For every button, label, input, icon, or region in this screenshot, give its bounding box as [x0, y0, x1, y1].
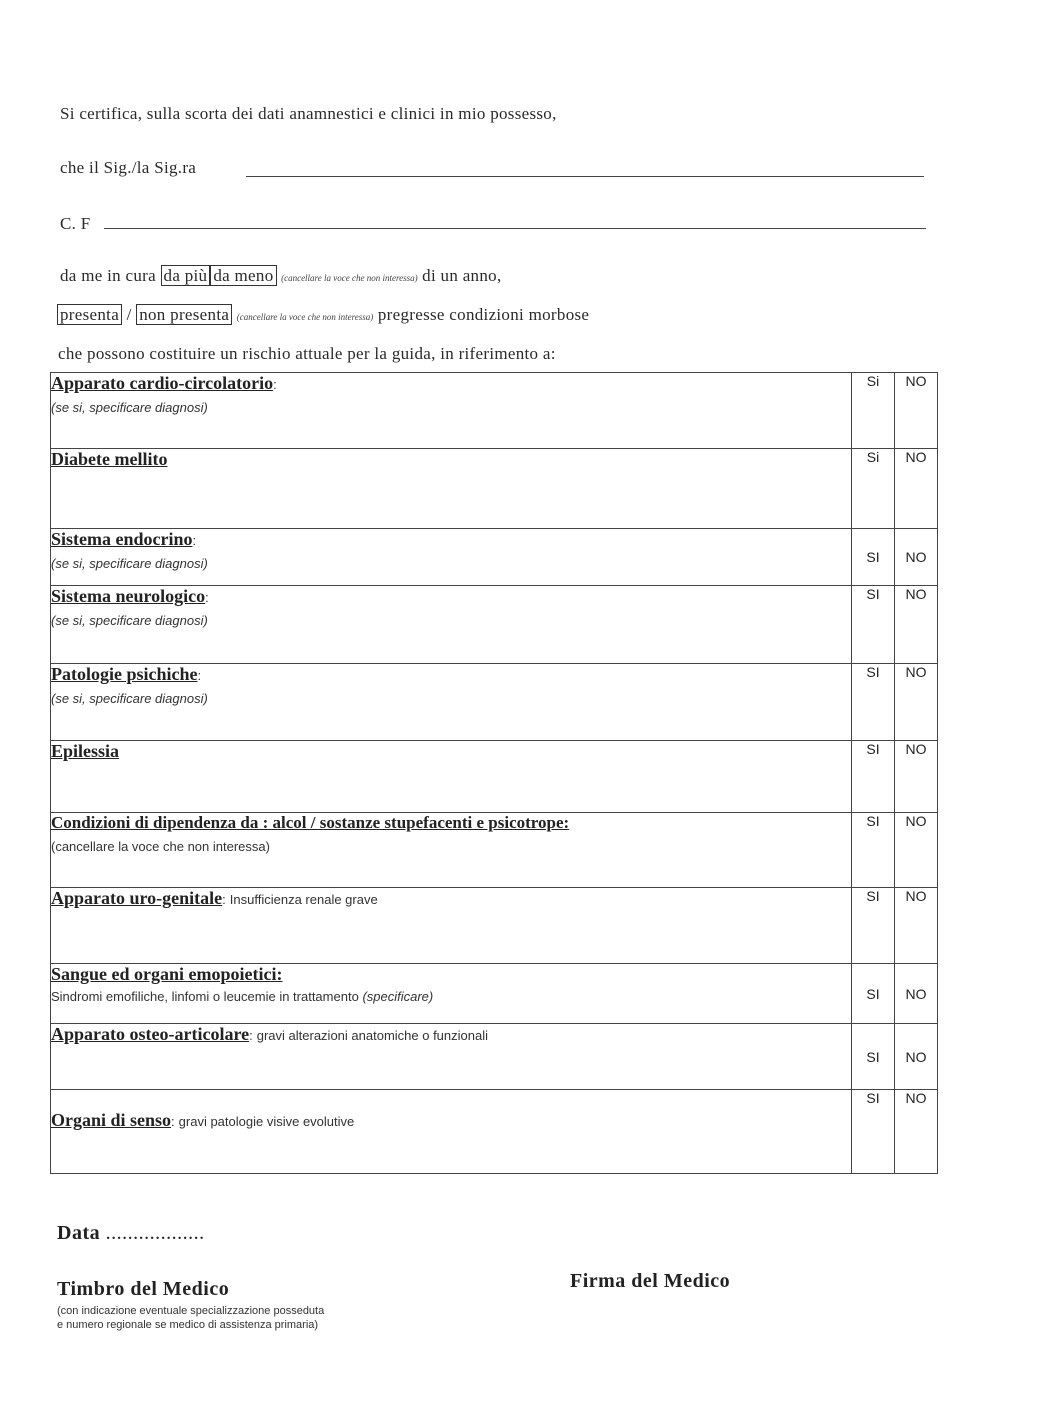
date-dots: .................. — [105, 1222, 205, 1244]
care-suffix: di un anno, — [422, 266, 502, 285]
cancel-note: (cancellare la voce che non interessa) — [281, 273, 418, 283]
section-title: Epilessia — [51, 741, 120, 761]
si-option[interactable]: SI — [852, 586, 895, 664]
date-field[interactable] — [57, 1222, 205, 1245]
no-option[interactable]: NO — [895, 741, 938, 813]
no-option[interactable]: NO — [895, 449, 938, 529]
section-note: (se si, specificare diagnosi) — [51, 556, 208, 571]
option-non-presenta[interactable]: non presenta — [136, 304, 232, 325]
no-option[interactable]: NO — [895, 373, 938, 449]
option-da-meno[interactable]: da meno — [210, 265, 276, 286]
section-title: Sistema neurologico — [51, 586, 206, 606]
si-option[interactable]: SI — [852, 741, 895, 813]
no-option[interactable]: NO — [895, 1024, 938, 1090]
label-osteo-articolare — [51, 1024, 852, 1090]
si-option[interactable]: SI — [852, 888, 895, 964]
fiscal-code-label: C. F — [60, 214, 91, 233]
si-option[interactable]: Si — [852, 449, 895, 529]
colon: : — [192, 533, 197, 548]
section-title: Apparato cardio-circolatorio — [51, 373, 274, 393]
colon: : — [197, 668, 202, 683]
signature-title: Firma del Medico — [570, 1270, 731, 1292]
date-label: Data — [57, 1222, 101, 1244]
risk-line: che possono costituire un rischio attuale per la guida, in riferimento a: — [58, 344, 556, 363]
si-option[interactable]: SI — [852, 529, 895, 586]
row-organi-senso — [51, 1090, 938, 1174]
no-option[interactable]: NO — [895, 813, 938, 888]
label-dipendenza — [51, 813, 852, 888]
presence-line — [57, 305, 589, 325]
stamp-title: Timbro del Medico — [57, 1278, 230, 1300]
conditions-table — [50, 372, 938, 1174]
section-note: (se si, specificare diagnosi) — [51, 691, 208, 706]
label-psichiche — [51, 664, 852, 741]
stamp-note-line2: e numero regionale se medico di assistenza primaria) — [57, 1319, 319, 1331]
section-note: (cancellare la voce che non interessa) — [51, 839, 270, 854]
note-italic: (specificare) — [362, 989, 434, 1004]
intro-certification-line: Si certifica, sulla scorta dei dati anamnestici e clinici in mio possesso, — [60, 104, 557, 123]
si-option[interactable]: SI — [852, 964, 895, 1024]
slash: / — [126, 305, 132, 324]
colon: : — [273, 377, 277, 392]
colon: : — [205, 590, 209, 605]
row-sangue — [51, 964, 938, 1024]
option-presenta[interactable]: presenta — [57, 304, 122, 325]
si-option[interactable]: SI — [852, 1024, 895, 1090]
no-option[interactable]: NO — [895, 888, 938, 964]
label-organi-senso — [51, 1090, 852, 1174]
colon: : — [249, 1028, 253, 1043]
section-title: Organi di senso — [51, 1110, 172, 1130]
no-option[interactable]: NO — [895, 964, 938, 1024]
no-option[interactable]: NO — [895, 529, 938, 586]
section-title: Condizioni di dipendenza da : alcol / sostanze stupefacenti e psicotrope: — [51, 813, 570, 832]
colon: : — [222, 892, 226, 907]
label-epilessia — [51, 741, 852, 813]
note-text: Sindromi emofiliche, linfomi o leucemie in trattamento — [51, 989, 359, 1004]
fiscal-code-line[interactable] — [104, 228, 926, 229]
section-note — [51, 989, 851, 1004]
no-option[interactable]: NO — [895, 1090, 938, 1174]
si-option[interactable]: SI — [852, 1090, 895, 1174]
si-option[interactable]: SI — [852, 813, 895, 888]
row-epilessia — [51, 741, 938, 813]
section-title: Patologie psichiche — [51, 664, 198, 684]
presence-suffix: pregresse condizioni morbose — [377, 305, 590, 324]
row-cardio — [51, 373, 938, 449]
no-option[interactable]: NO — [895, 586, 938, 664]
row-osteo-articolare — [51, 1024, 938, 1090]
label-cardio — [51, 373, 852, 449]
si-option[interactable]: Si — [852, 373, 895, 449]
care-prefix: da me in cura — [60, 266, 156, 285]
cancel-note-2: (cancellare la voce che non interessa) — [236, 312, 374, 322]
label-sangue — [51, 964, 852, 1024]
stamp-note — [57, 1304, 324, 1332]
section-title: Diabete mellito — [51, 449, 168, 469]
row-uro-genitale — [51, 888, 938, 964]
label-uro-genitale — [51, 888, 852, 964]
no-option[interactable]: NO — [895, 664, 938, 741]
name-field-label: che il Sig./la Sig.ra — [60, 158, 197, 177]
section-title: Sistema endocrino — [51, 529, 193, 549]
label-endocrino — [51, 529, 852, 586]
section-desc: Insufficienza renale grave — [229, 892, 378, 907]
stamp-note-line1: (con indicazione eventuale specializzazione posseduta — [57, 1305, 325, 1317]
si-option[interactable]: SI — [852, 664, 895, 741]
colon: : — [171, 1114, 175, 1129]
row-neurologico — [51, 586, 938, 664]
row-endocrino — [51, 529, 938, 586]
care-duration-line — [60, 266, 502, 286]
section-title: Apparato osteo-articolare — [51, 1024, 250, 1044]
section-note: (se si, specificare diagnosi) — [51, 613, 208, 628]
option-da-piu[interactable]: da più — [161, 265, 211, 286]
row-dipendenza — [51, 813, 938, 888]
section-note: (se si, specificare diagnosi) — [51, 400, 208, 415]
section-desc: gravi alterazioni anatomiche o funzionali — [256, 1028, 488, 1043]
label-diabete — [51, 449, 852, 529]
section-title: Apparato uro-genitale — [51, 888, 223, 908]
section-desc: gravi patologie visive evolutive — [178, 1114, 355, 1129]
row-diabete — [51, 449, 938, 529]
section-title: Sangue ed organi emopoietici: — [51, 964, 283, 984]
label-neurologico — [51, 586, 852, 664]
name-field-line[interactable] — [246, 176, 924, 177]
row-psichiche — [51, 664, 938, 741]
